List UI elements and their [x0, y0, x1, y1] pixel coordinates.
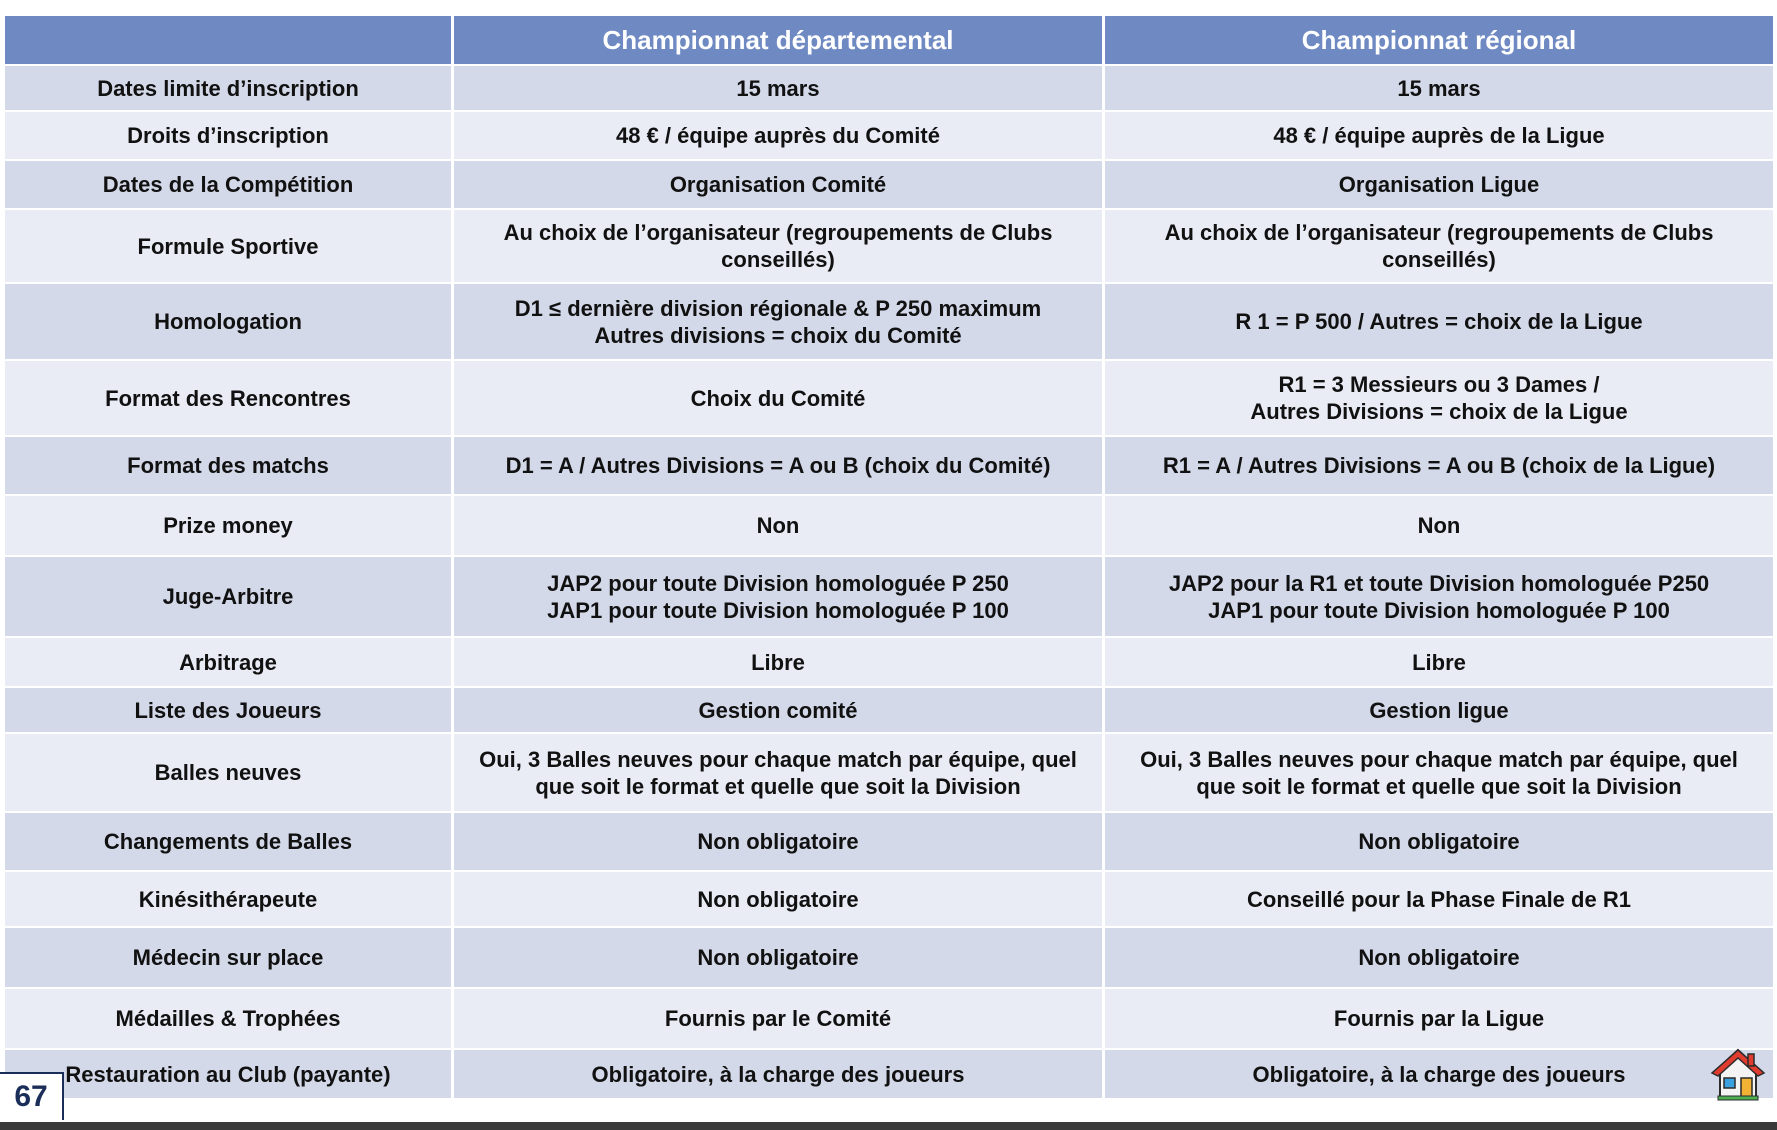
row-regional-value: 48 € / équipe auprès de la Ligue	[1105, 112, 1773, 161]
row-label: Médailles & Trophées	[5, 989, 451, 1050]
header-regional: Championnat régional	[1105, 16, 1773, 66]
row-label: Kinésithérapeute	[5, 872, 451, 928]
row-departemental-value: Libre	[454, 638, 1102, 688]
row-departemental-value: Organisation Comité	[454, 161, 1102, 210]
row-departemental-value: 15 mars	[454, 66, 1102, 112]
row-label: Format des matchs	[5, 437, 451, 496]
row-departemental-value: Au choix de l’organisateur (regroupements de Clubs conseillés)	[454, 210, 1102, 284]
row-departemental-value: Non	[454, 496, 1102, 557]
row-label: Prize money	[5, 496, 451, 557]
row-departemental-value: D1 ≤ dernière division régionale & P 250 maximum Autres divisions = choix du Comité	[454, 284, 1102, 361]
row-regional-value: R1 = A / Autres Divisions = A ou B (choix de la Ligue)	[1105, 437, 1773, 496]
row-regional-value: Oui, 3 Balles neuves pour chaque match par équipe, quel que soit le format et quelle que soit la Division	[1105, 734, 1773, 813]
header-empty-cell	[5, 16, 451, 66]
row-label: Droits d’inscription	[5, 112, 451, 161]
row-departemental-value: Gestion comité	[454, 688, 1102, 734]
row-label: Arbitrage	[5, 638, 451, 688]
home-icon[interactable]	[1710, 1046, 1766, 1102]
footer-bar	[0, 1122, 1777, 1130]
row-regional-value: R 1 = P 500 / Autres = choix de la Ligue	[1105, 284, 1773, 361]
row-departemental-value: JAP2 pour toute Division homologuée P 250 JAP1 pour toute Division homologuée P 100	[454, 557, 1102, 638]
comparison-table	[5, 16, 1767, 1100]
row-regional-value: Conseillé pour la Phase Finale de R1	[1105, 872, 1773, 928]
row-departemental-value: Choix du Comité	[454, 361, 1102, 437]
row-label: Dates limite d’inscription	[5, 66, 451, 112]
row-label: Liste des Joueurs	[5, 688, 451, 734]
row-regional-value: R1 = 3 Messieurs ou 3 Dames / Autres Divisions = choix de la Ligue	[1105, 361, 1773, 437]
row-departemental-value: D1 = A / Autres Divisions = A ou B (choix du Comité)	[454, 437, 1102, 496]
row-departemental-value: Non obligatoire	[454, 813, 1102, 872]
row-regional-value: Obligatoire, à la charge des joueurs	[1105, 1050, 1773, 1100]
row-label: Balles neuves	[5, 734, 451, 813]
row-regional-value: Non obligatoire	[1105, 813, 1773, 872]
row-departemental-value: Obligatoire, à la charge des joueurs	[454, 1050, 1102, 1100]
row-regional-value: Fournis par la Ligue	[1105, 989, 1773, 1050]
row-regional-value: Non	[1105, 496, 1773, 557]
row-label: Formule Sportive	[5, 210, 451, 284]
row-regional-value: Non obligatoire	[1105, 928, 1773, 989]
row-label: Restauration au Club (payante)	[5, 1050, 451, 1100]
row-regional-value: Au choix de l’organisateur (regroupements de Clubs conseillés)	[1105, 210, 1773, 284]
row-regional-value: Organisation Ligue	[1105, 161, 1773, 210]
row-regional-value: JAP2 pour la R1 et toute Division homologuée P250 JAP1 pour toute Division homologuée P 100	[1105, 557, 1773, 638]
row-regional-value: Gestion ligue	[1105, 688, 1773, 734]
row-label: Dates de la Compétition	[5, 161, 451, 210]
row-label: Médecin sur place	[5, 928, 451, 989]
home-icon-graphic	[1710, 1046, 1766, 1102]
row-departemental-value: Oui, 3 Balles neuves pour chaque match par équipe, quel que soit le format et quelle que soit la Division	[454, 734, 1102, 813]
row-departemental-value: Fournis par le Comité	[454, 989, 1102, 1050]
page-number: 67	[0, 1072, 64, 1120]
row-label: Format des Rencontres	[5, 361, 451, 437]
row-regional-value: 15 mars	[1105, 66, 1773, 112]
row-departemental-value: Non obligatoire	[454, 928, 1102, 989]
row-label: Changements de Balles	[5, 813, 451, 872]
row-regional-value: Libre	[1105, 638, 1773, 688]
row-departemental-value: 48 € / équipe auprès du Comité	[454, 112, 1102, 161]
row-departemental-value: Non obligatoire	[454, 872, 1102, 928]
row-label: Juge-Arbitre	[5, 557, 451, 638]
header-departemental: Championnat départemental	[454, 16, 1102, 66]
row-label: Homologation	[5, 284, 451, 361]
